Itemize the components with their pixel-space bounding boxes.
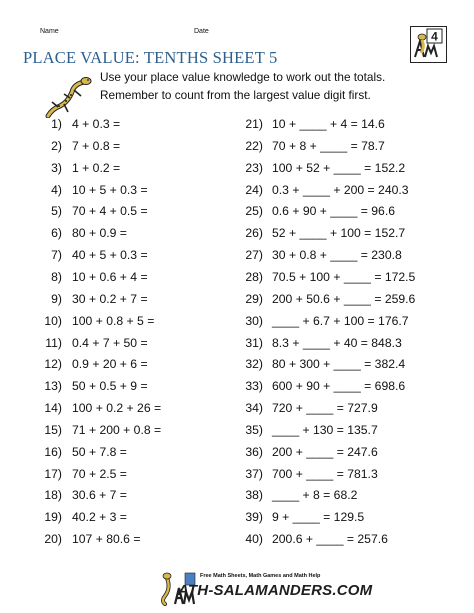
question-number: 17)	[44, 466, 62, 481]
question-expression: 107 + 80.6 =	[72, 532, 141, 547]
question-row	[223, 160, 406, 176]
question-expression: ____ + 8 = 68.2	[272, 488, 358, 503]
question-expression: 0.3 + ____ + 200 = 240.3	[272, 182, 409, 197]
question-expression: 70 + 8 + ____ = 78.7	[272, 138, 385, 153]
question-row	[22, 291, 148, 307]
question-number: 40)	[245, 532, 263, 547]
question-number: 18)	[44, 488, 62, 503]
question-expression: 30.6 + 7 =	[72, 488, 127, 503]
question-expression: 7 + 0.8 =	[72, 138, 121, 153]
footer-salamander-icon	[163, 573, 171, 604]
question-number: 25)	[245, 204, 263, 219]
question-row	[223, 444, 378, 460]
question-row	[223, 182, 409, 198]
question-expression: 200.6 + ____ = 257.6	[272, 532, 388, 547]
question-expression: 1 + 0.2 =	[72, 160, 121, 175]
question-expression: 0.6 + 90 + ____ = 96.6	[272, 204, 395, 219]
name-field-label: Name	[40, 28, 59, 35]
question-number: 16)	[44, 444, 62, 459]
question-number: 21)	[245, 117, 263, 131]
question-expression: 720 + ____ = 727.9	[272, 401, 378, 416]
question-expression: ____ + 6.7 + 100 = 176.7	[272, 313, 409, 328]
question-number: 12)	[44, 357, 62, 372]
question-expression: 8.3 + ____ + 40 = 848.3	[272, 335, 402, 350]
question-number: 7)	[51, 248, 62, 263]
question-row	[22, 356, 148, 372]
question-number: 27)	[245, 248, 263, 263]
question-expression: 70 + 2.5 =	[72, 466, 127, 481]
question-number: 19)	[44, 510, 62, 525]
question-number: 10)	[44, 313, 62, 328]
question-row	[223, 138, 385, 154]
question-row	[22, 466, 127, 482]
question-number: 35)	[245, 422, 263, 437]
question-number: 14)	[44, 401, 62, 416]
question-row	[223, 313, 409, 329]
question-number: 13)	[44, 379, 62, 394]
question-number: 26)	[245, 226, 263, 241]
question-row	[22, 509, 127, 525]
question-expression: 30 + 0.8 + ____ = 230.8	[272, 248, 402, 263]
question-expression: 0.4 + 7 + 50 =	[72, 335, 148, 350]
question-row	[22, 203, 148, 219]
question-row	[22, 182, 148, 198]
question-row	[223, 422, 378, 438]
question-number: 9)	[51, 291, 62, 306]
question-row	[22, 247, 148, 263]
question-expression: 100 + 0.2 + 26 =	[72, 401, 162, 416]
question-row	[22, 422, 162, 438]
question-expression: 9 + ____ = 129.5	[272, 510, 365, 525]
question-number: 4)	[51, 182, 62, 197]
question-expression: 4 + 0.3 =	[72, 117, 121, 131]
question-expression: 10 + 0.6 + 4 =	[72, 269, 148, 284]
question-expression: 80 + 300 + ____ = 382.4	[272, 357, 406, 372]
question-row	[22, 269, 148, 285]
question-row	[22, 335, 148, 351]
question-row	[223, 269, 416, 285]
question-expression: 70.5 + 100 + ____ = 172.5	[272, 269, 416, 284]
question-expression: 100 + 52 + ____ = 152.2	[272, 160, 406, 175]
footer-tagline: Free Math Sheets, Math Games and Math Help	[200, 573, 321, 579]
question-number: 28)	[245, 269, 263, 284]
question-row	[22, 225, 127, 241]
question-row	[22, 487, 127, 503]
question-row	[223, 531, 388, 547]
question-number: 37)	[245, 466, 263, 481]
question-row	[223, 356, 406, 372]
question-row	[22, 444, 127, 460]
question-number: 30)	[245, 313, 263, 328]
salamander-grade-icon	[411, 27, 445, 61]
question-expression: 52 + ____ + 100 = 152.7	[272, 226, 406, 241]
question-expression: 200 + 50.6 + ____ = 259.6	[272, 291, 416, 306]
question-number: 33)	[245, 379, 263, 394]
question-expression: ____ + 130 = 135.7	[272, 422, 378, 437]
question-row	[22, 400, 162, 416]
question-expression: 700 + ____ = 781.3	[272, 466, 378, 481]
question-row	[223, 378, 406, 394]
question-number: 11)	[45, 335, 62, 350]
question-row	[223, 225, 406, 241]
question-row	[223, 247, 402, 263]
question-number: 34)	[245, 401, 263, 416]
question-expression: 40.2 + 3 =	[72, 510, 127, 525]
footer-site-name: ATH-SALAMANDERS.COM	[178, 582, 373, 599]
question-row	[223, 466, 378, 482]
grade-logo	[410, 26, 447, 63]
question-number: 8)	[51, 269, 62, 284]
question-number: 29)	[245, 291, 263, 306]
instruction-line-2: Remember to count from the largest value digit first.	[100, 88, 371, 102]
question-row	[223, 509, 365, 525]
date-field-label: Date	[194, 28, 209, 35]
question-row	[22, 378, 148, 394]
question-row	[223, 400, 378, 416]
question-number: 23)	[245, 160, 263, 175]
question-number: 2)	[51, 138, 62, 153]
question-row	[22, 160, 121, 176]
question-row	[22, 138, 121, 154]
question-expression: 50 + 7.8 =	[72, 444, 127, 459]
question-expression: 70 + 4 + 0.5 =	[72, 204, 148, 219]
question-expression: 10 + 5 + 0.3 =	[72, 182, 148, 197]
page-title: PLACE VALUE: TENTHS SHEET 5	[23, 48, 278, 67]
question-number: 38)	[245, 488, 263, 503]
question-number: 20)	[44, 532, 62, 547]
question-row	[223, 487, 358, 503]
salamander-icon	[44, 76, 94, 118]
question-row	[22, 531, 141, 547]
question-row	[223, 291, 416, 307]
question-row	[223, 335, 402, 351]
question-expression: 71 + 200 + 0.8 =	[72, 422, 162, 437]
question-number: 1)	[51, 117, 62, 131]
question-expression: 10 + ____ + 4 = 14.6	[272, 117, 385, 131]
question-expression: 40 + 5 + 0.3 =	[72, 248, 148, 263]
question-row	[22, 116, 121, 132]
question-expression: 50 + 0.5 + 9 =	[72, 379, 148, 394]
question-number: 36)	[245, 444, 263, 459]
question-expression: 200 + ____ = 247.6	[272, 444, 378, 459]
question-row	[223, 116, 385, 132]
question-number: 6)	[51, 226, 62, 241]
question-number: 5)	[51, 204, 62, 219]
question-number: 31)	[245, 335, 263, 350]
question-expression: 100 + 0.8 + 5 =	[72, 313, 155, 328]
instruction-line-1: Use your place value knowledge to work out the totals.	[100, 70, 386, 84]
grade-badge: 4	[431, 29, 438, 44]
question-row	[223, 203, 395, 219]
question-number: 3)	[51, 160, 62, 175]
question-expression: 30 + 0.2 + 7 =	[72, 291, 148, 306]
question-number: 22)	[245, 138, 263, 153]
question-number: 15)	[44, 422, 62, 437]
question-row	[22, 313, 155, 329]
question-number: 39)	[245, 510, 263, 525]
question-expression: 0.9 + 20 + 6 =	[72, 357, 148, 372]
question-number: 24)	[245, 182, 263, 197]
question-number: 32)	[245, 357, 263, 372]
question-expression: 600 + 90 + ____ = 698.6	[272, 379, 406, 394]
question-expression: 80 + 0.9 =	[72, 226, 127, 241]
